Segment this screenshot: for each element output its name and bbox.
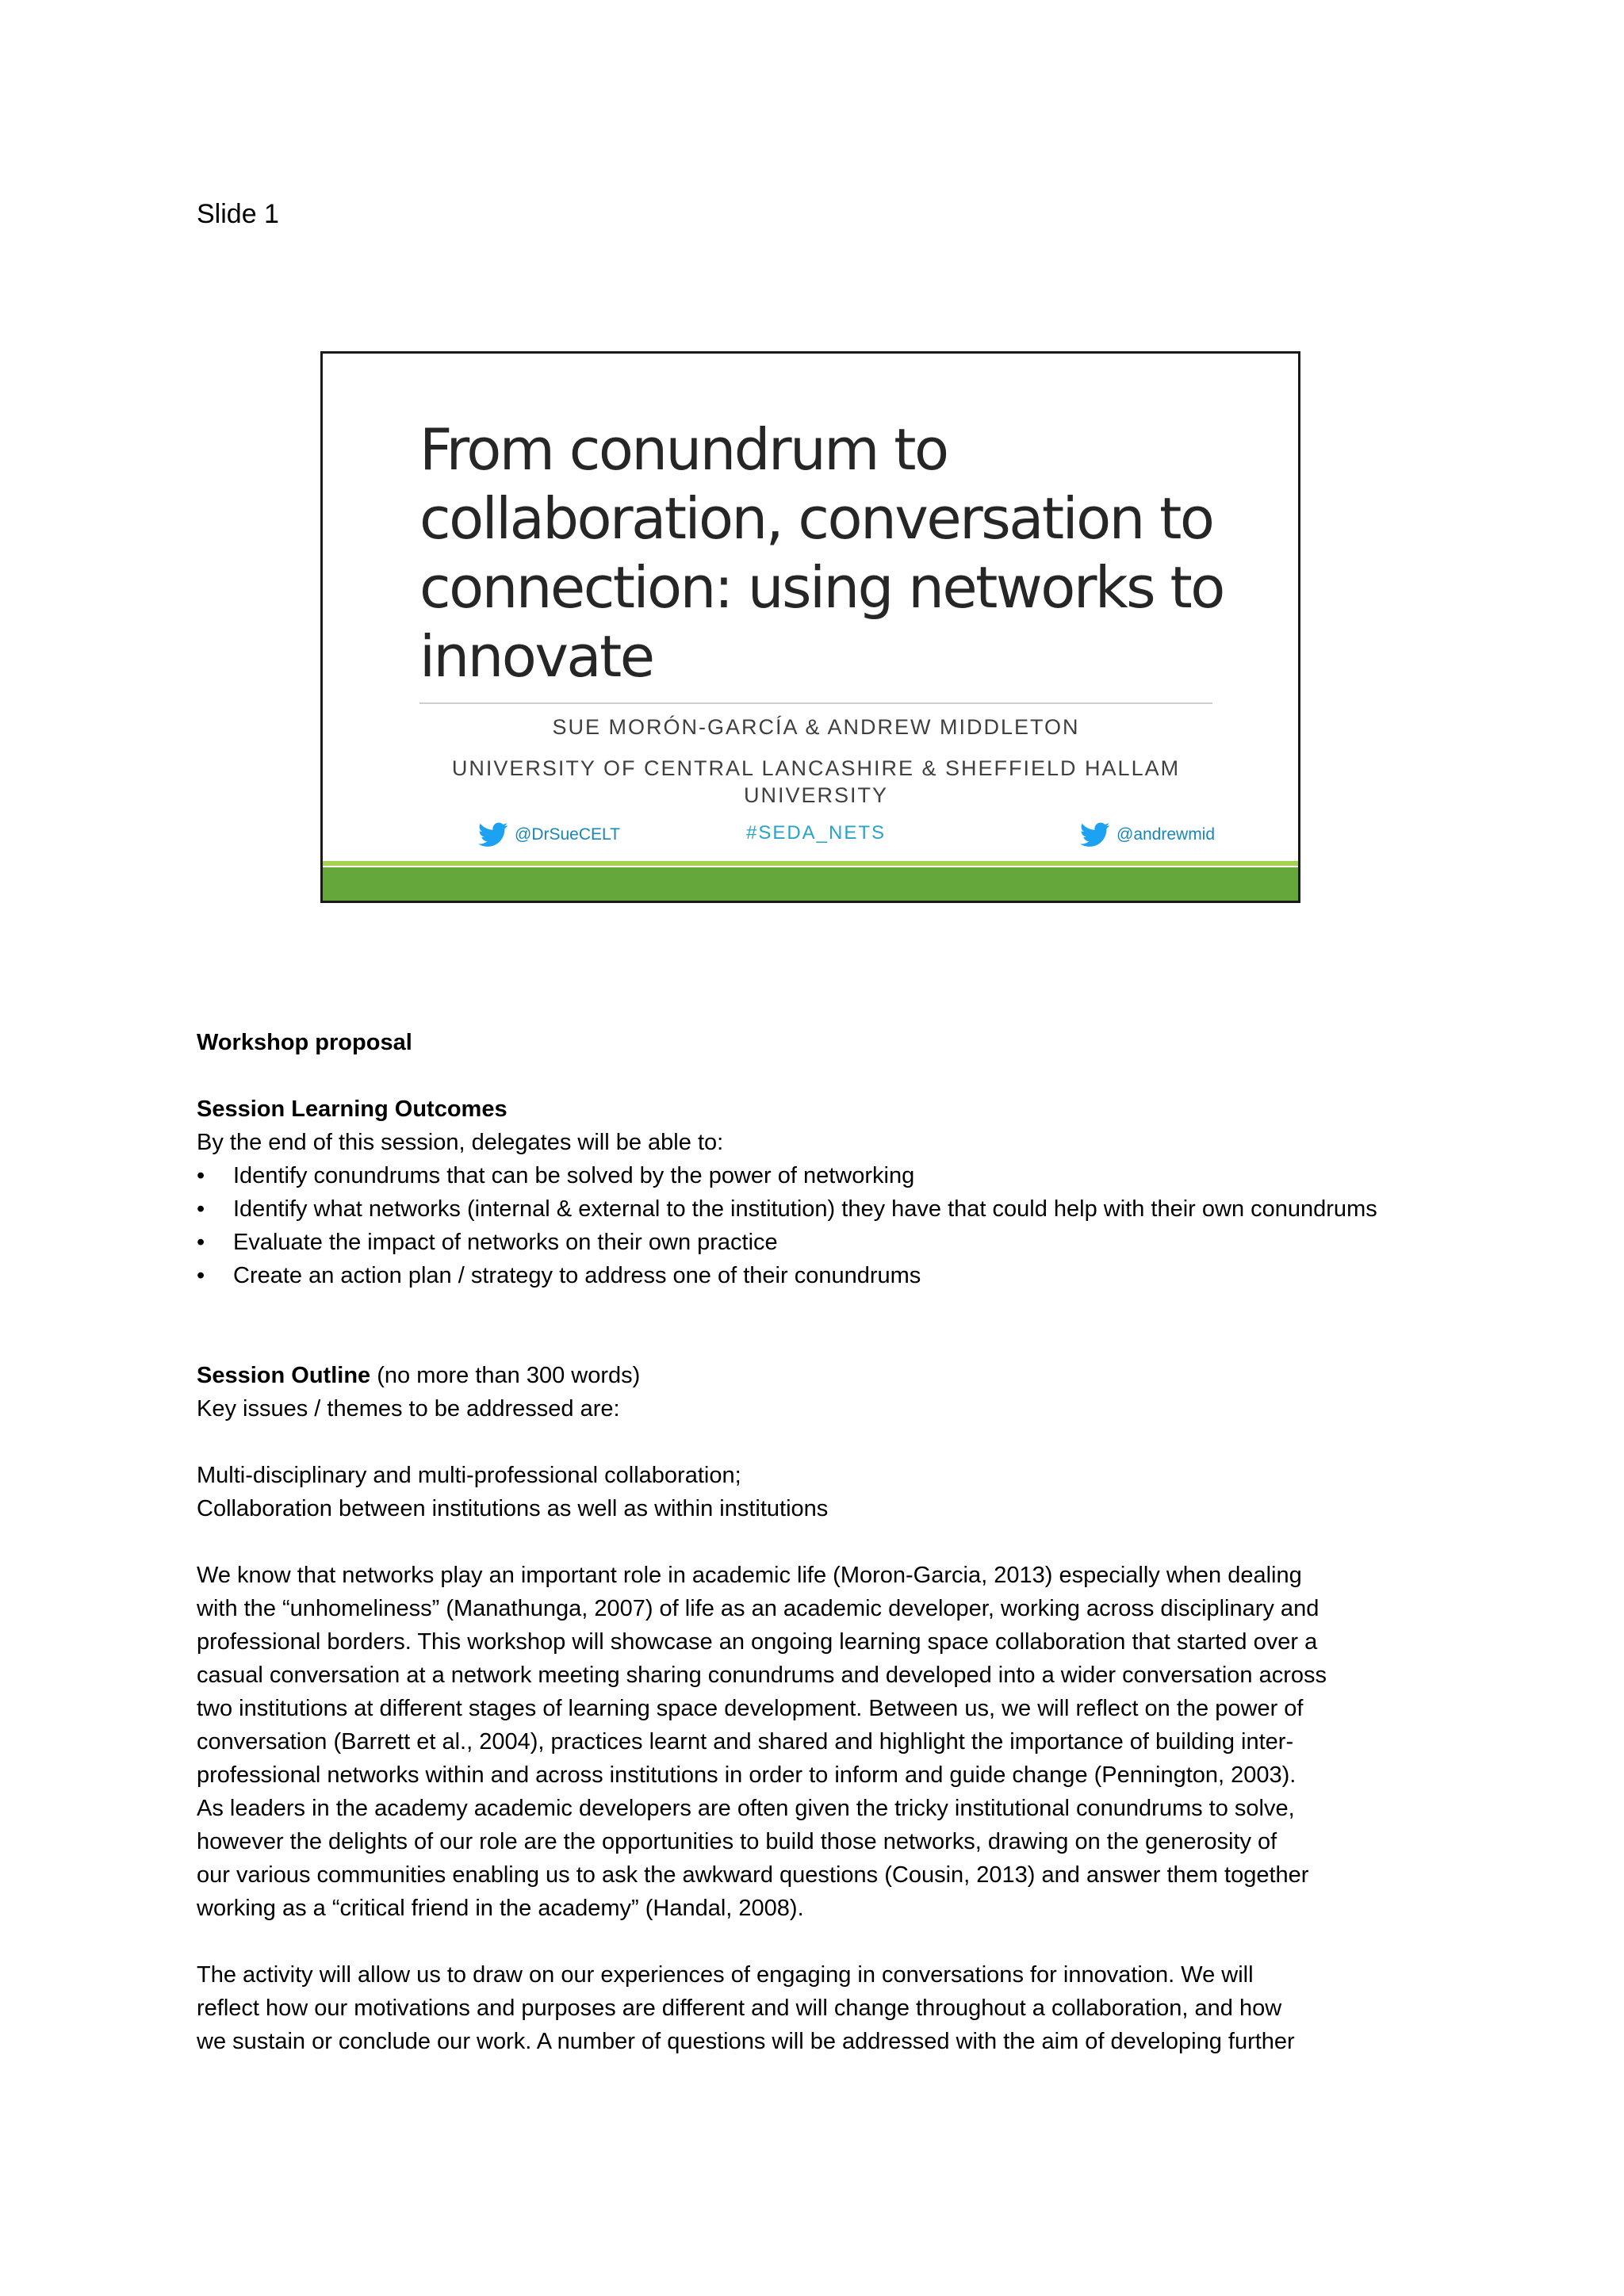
paragraph-line: however the delights of our role are the opportunities to build those networks, drawing on the generosity of	[197, 1829, 1277, 1854]
list-item: • Identify conundrums that can be solved by the power of networking	[197, 1159, 1434, 1192]
twitter-handle-right	[1080, 822, 1215, 848]
list-item: Collaboration between institutions as well as within institutions	[197, 1496, 829, 1521]
learning-outcomes-section	[197, 1093, 1434, 1292]
paragraph-2	[197, 1958, 1434, 2058]
themes-list	[197, 1459, 1434, 1525]
outline-intro: Key issues / themes to be addressed are:	[197, 1396, 620, 1422]
slide-institutions: UNIVERSITY OF CENTRAL LANCASHIRE & SHEFFIELD HALLAM UNIVERSITY	[451, 756, 1181, 807]
workshop-heading: Workshop proposal	[197, 1030, 412, 1055]
slide-thumbnail	[320, 351, 1300, 903]
slide-authors: SUE MORÓN-GARCÍA & ANDREW MIDDLETON	[552, 715, 1080, 739]
slide-hashtag: #SEDA_NETS	[745, 822, 887, 844]
slide-divider	[419, 702, 1212, 704]
handle-left-text: @DrSueCELT	[515, 825, 620, 844]
slide-footer-bar	[323, 867, 1298, 901]
handle-right-text: @andrewmid	[1116, 825, 1216, 844]
paragraph-1	[197, 1559, 1434, 1925]
outcomes-intro: By the end of this session, delegates will be able to:	[197, 1130, 724, 1155]
list-item: Multi-disciplinary and multi-professional collaboration;	[197, 1463, 741, 1488]
paragraph-line: As leaders in the academy academic developers are often given the tricky institutional conundrums to solve,	[197, 1796, 1295, 1821]
paragraph-line: casual conversation at a network meeting sharing conundrums and developed into a wider conversation across	[197, 1663, 1327, 1688]
outcomes-list	[197, 1159, 1434, 1292]
list-item: • Evaluate the impact of networks on their own practice	[197, 1226, 1434, 1259]
paragraph-line: conversation (Barrett et al., 2004), practices learnt and shared and highlight the importance of building inter-	[197, 1729, 1294, 1755]
outcomes-heading: Session Learning Outcomes	[197, 1096, 508, 1122]
session-outline-section	[197, 1359, 1434, 1425]
slide-title: From conundrum to collaboration, conversation to connection: using networks to innovate	[419, 416, 1224, 690]
list-item: • Create an action plan / strategy to address one of their conundrums	[197, 1259, 1434, 1292]
paragraph-line: we sustain or conclude our work. A number of questions will be addressed with the aim of developing further	[197, 2029, 1295, 2054]
paragraph-line: with the “unhomeliness” (Manathunga, 2007) of life as an academic developer, working across disciplinary and	[197, 1596, 1320, 1621]
paragraph-line: two institutions at different stages of learning space development. Between us, we will reflect on the power of	[197, 1696, 1304, 1721]
paragraph-line: professional borders. This workshop will showcase an ongoing learning space collaboration that started over a	[197, 1629, 1318, 1655]
paragraph-line: We know that networks play an important role in academic life (Moron-Garcia, 2013) especially when dealing	[197, 1563, 1302, 1588]
paragraph-line: working as a “critical friend in the academy” (Handal, 2008).	[197, 1896, 804, 1921]
paragraph-line: professional networks within and across institutions in order to inform and guide change (Pennington, 2003).	[197, 1762, 1297, 1788]
page-label: Slide 1	[197, 199, 279, 229]
slide-accent-stripe	[323, 861, 1298, 866]
paragraph-line: reflect how our motivations and purposes are different and will change throughout a collaboration, and how	[197, 1996, 1282, 2021]
outline-heading-line: Session Outline (no more than 300 words)	[197, 1363, 641, 1388]
twitter-bird-icon	[1080, 822, 1110, 848]
paragraph-line: The activity will allow us to draw on our experiences of engaging in conversations for innovation. We will	[197, 1962, 1254, 1988]
paragraph-line: our various communities enabling us to ask the awkward questions (Cousin, 2013) and answer them together	[197, 1862, 1309, 1888]
list-item: • Identify what networks (internal & external to the institution) they have that could help with their own conundrums	[197, 1192, 1446, 1226]
